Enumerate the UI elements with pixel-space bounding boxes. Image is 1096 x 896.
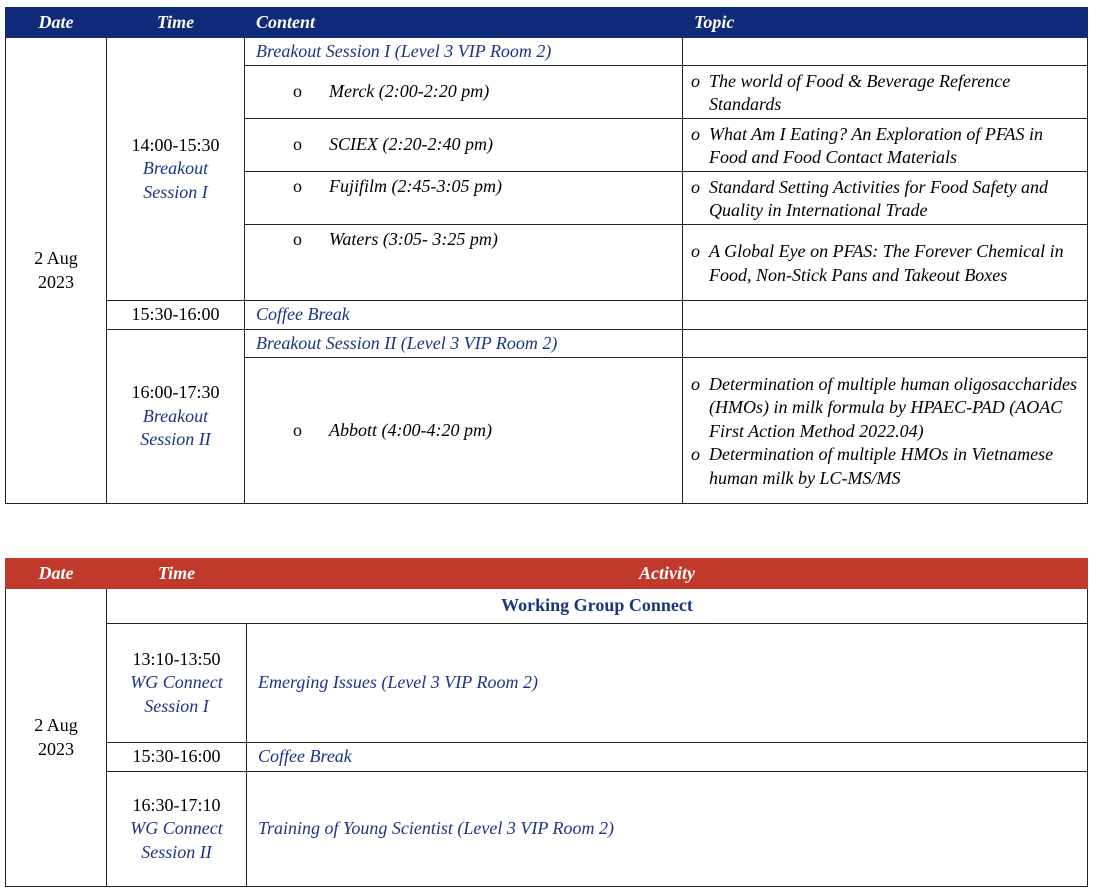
session2-time-cell xyxy=(107,330,245,504)
content-cell xyxy=(245,358,683,504)
table-row xyxy=(6,743,1088,772)
wg2-time-cell xyxy=(107,772,247,887)
content-cell xyxy=(245,172,683,225)
topic-bullet-icon: o xyxy=(691,241,700,261)
session2-time: 16:00-17:30 xyxy=(131,382,220,403)
content-waters: Waters (3:05- 3:25 pm) xyxy=(329,229,498,249)
topic-bullet-icon: o xyxy=(691,373,700,394)
bullet-icon: o xyxy=(293,419,302,440)
date-cell xyxy=(6,38,107,504)
table-header-row xyxy=(6,559,1088,589)
table-row xyxy=(6,589,1088,624)
content-merck: Merck (2:00-2:20 pm) xyxy=(329,81,490,102)
topic-cell xyxy=(683,66,1088,119)
topic-bullet-icon: o xyxy=(691,176,700,197)
empty-topic-cell xyxy=(683,301,1088,330)
coffee-time: 15:30-16:00 xyxy=(107,301,245,330)
wg2-label-line1: WG Connect xyxy=(130,818,223,839)
topic-cell xyxy=(683,172,1088,225)
working-group-table xyxy=(5,558,1088,887)
header-topic: Topic xyxy=(683,8,1088,38)
content-abbott: Abbott (4:00-4:20 pm) xyxy=(329,419,492,440)
bullet-icon: o xyxy=(293,81,302,102)
content-sciex: SCIEX (2:20-2:40 pm) xyxy=(329,134,493,155)
content-fujifilm: Fujifilm (2:45-3:05 pm) xyxy=(329,176,502,196)
wg2-activity: Training of Young Scientist (Level 3 VIP Room 2) xyxy=(247,772,1088,887)
wg-coffee-time: 15:30-16:00 xyxy=(107,743,247,772)
empty-topic-cell xyxy=(683,38,1088,66)
bullet-icon: o xyxy=(293,176,302,196)
topic-bullet-icon: o xyxy=(691,123,700,144)
session1-title: Breakout Session I (Level 3 VIP Room 2) xyxy=(245,38,683,66)
header-activity: Activity xyxy=(247,559,1088,589)
content-cell xyxy=(245,66,683,119)
table-row xyxy=(6,772,1088,887)
topic-merck: The world of Food & Beverage Reference Standards xyxy=(709,70,1011,114)
topic-cell xyxy=(683,225,1088,301)
date-text: 2 Aug 2023 xyxy=(34,715,78,759)
breakout-schedule-table xyxy=(5,7,1088,504)
table-header-row xyxy=(6,8,1088,38)
topic-fujifilm: Standard Setting Activities for Food Safety and Quality in International Trade xyxy=(709,176,1048,220)
wg-coffee-break: Coffee Break xyxy=(247,743,1088,772)
date-cell xyxy=(6,589,107,887)
wg1-time-cell xyxy=(107,624,247,743)
date-text: 2 Aug 2023 xyxy=(34,248,78,292)
bullet-icon: o xyxy=(293,134,302,155)
session2-label-line2: Session II xyxy=(140,429,211,450)
bullet-icon: o xyxy=(293,229,302,249)
table-row xyxy=(6,38,1088,66)
content-cell xyxy=(245,119,683,172)
header-time: Time xyxy=(107,8,245,38)
session2-label-line1: Breakout xyxy=(142,405,209,426)
topic-abbott-2: Determination of multiple HMOs in Vietnamese human milk by LC-MS/MS xyxy=(709,444,1054,488)
session1-label-line1: Breakout xyxy=(142,158,209,179)
group-title: Working Group Connect xyxy=(107,589,1088,624)
header-date: Date xyxy=(6,559,107,589)
topic-bullet-icon: o xyxy=(691,70,700,91)
table-row xyxy=(6,330,1088,358)
header-date: Date xyxy=(6,8,107,38)
session1-time-cell xyxy=(107,38,245,301)
topic-bullet-icon: o xyxy=(691,444,700,465)
table-row xyxy=(6,624,1088,743)
wg1-label-line1: WG Connect xyxy=(130,672,223,693)
table-row xyxy=(6,301,1088,330)
topic-cell xyxy=(683,358,1088,504)
session1-time: 14:00-15:30 xyxy=(131,134,220,155)
wg1-activity: Emerging Issues (Level 3 VIP Room 2) xyxy=(247,624,1088,743)
header-content: Content xyxy=(245,8,683,38)
topic-waters: A Global Eye on PFAS: The Forever Chemical in Food, Non-Stick Pans and Takeout Boxes xyxy=(709,241,1064,285)
content-cell xyxy=(245,225,683,301)
session1-label-line2: Session I xyxy=(143,181,208,202)
session2-title: Breakout Session II (Level 3 VIP Room 2) xyxy=(245,330,683,358)
wg1-label-line2: Session I xyxy=(144,695,209,716)
wg2-time: 16:30-17:10 xyxy=(132,794,221,815)
wg2-label-line2: Session II xyxy=(141,841,212,862)
coffee-break: Coffee Break xyxy=(245,301,683,330)
topic-cell xyxy=(683,119,1088,172)
topic-abbott-1: Determination of multiple human oligosaccharides (HMOs) in milk formula by HPAEC-PAD (AOAC First Action Method 2022.04) xyxy=(709,373,1077,441)
topic-sciex: What Am I Eating? An Exploration of PFAS in Food and Food Contact Materials xyxy=(709,123,1043,167)
wg1-time: 13:10-13:50 xyxy=(132,648,221,669)
header-time: Time xyxy=(107,559,247,589)
empty-topic-cell xyxy=(683,330,1088,358)
